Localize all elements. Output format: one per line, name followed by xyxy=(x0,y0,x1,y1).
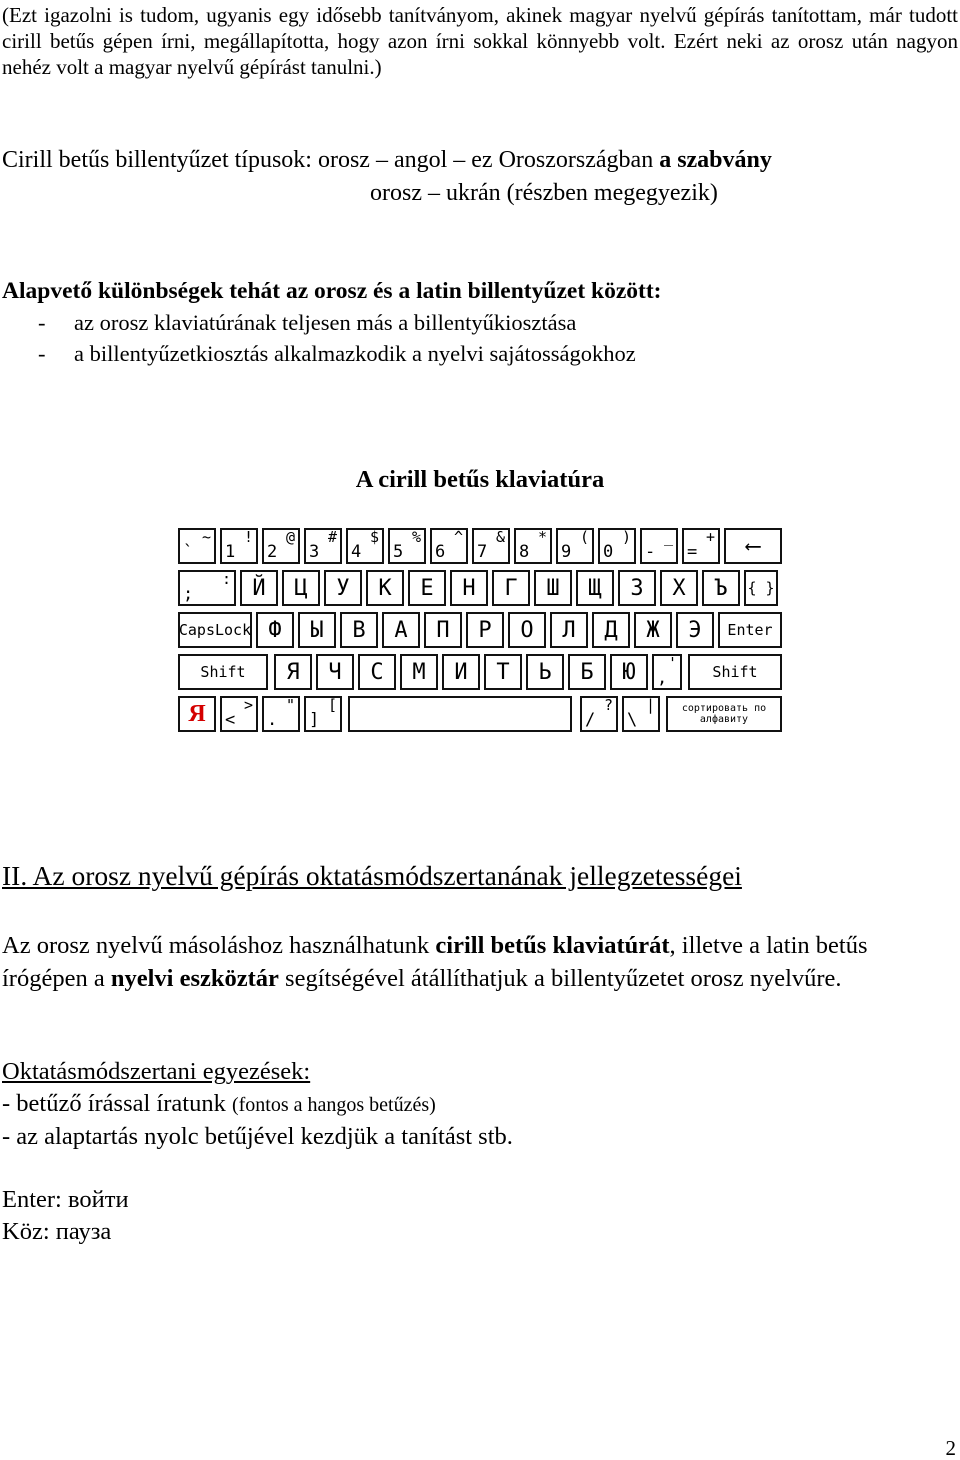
agreement-item: - az alaptartás nyolc betűjével kezdjük a tanítást stb. xyxy=(2,1123,513,1150)
key-lower-char: 7 xyxy=(477,542,488,562)
key-label: Ь xyxy=(538,659,552,685)
key-lower-char: 0 xyxy=(603,542,614,562)
key-label: Л xyxy=(562,617,576,643)
types-text: Cirill betűs billentyűzet típusok: orosz – angol – ez Oroszországban xyxy=(2,147,660,173)
punctuation-key xyxy=(304,696,342,732)
page-number: 2 xyxy=(945,1436,956,1460)
key-label: С xyxy=(370,659,384,685)
left-shift-key xyxy=(178,654,268,690)
letter-key xyxy=(316,654,354,690)
key-label: ⟵ xyxy=(746,533,760,559)
letter-key xyxy=(442,654,480,690)
keyboard-types-line-2: orosz – ukrán (részben megegyezik) xyxy=(370,180,718,206)
letter-key xyxy=(256,612,294,648)
difference-text: az orosz klaviatúrának teljesen más a billentyűkiosztása xyxy=(74,310,577,335)
key-label: Ж xyxy=(646,617,660,643)
key-label: Shift xyxy=(712,663,758,681)
key-label: Щ xyxy=(588,575,602,601)
number-key xyxy=(472,528,510,564)
term-enter: Enter: войти xyxy=(2,1186,129,1213)
number-key xyxy=(346,528,384,564)
punctuation-key xyxy=(262,696,300,732)
key-lower-char: , xyxy=(657,668,668,688)
key-lower-char: \ xyxy=(627,710,638,730)
letter-key xyxy=(576,570,614,606)
key-upper-char: * xyxy=(537,528,547,546)
number-key xyxy=(304,528,342,564)
agreement-text: - betűző írással íratunk xyxy=(2,1090,232,1117)
para-text: , illetve a latin betűs írógépen a xyxy=(2,932,868,992)
key-lower-char: < xyxy=(225,710,236,730)
letter-key xyxy=(298,612,336,648)
letter-key xyxy=(508,612,546,648)
agreements-heading: Oktatásmódszertani egyezések: xyxy=(2,1058,311,1085)
letter-key xyxy=(592,612,630,648)
letter-key xyxy=(610,654,648,690)
section-heading: II. Az orosz nyelvű gépírás oktatásmódszertanának jellegzetességei xyxy=(2,860,742,891)
letter-key xyxy=(324,570,362,606)
key-upper-char: > xyxy=(243,696,253,714)
key-upper-char: ( xyxy=(579,528,589,546)
letter-key xyxy=(274,654,312,690)
number-key xyxy=(220,528,258,564)
key-upper-char: : xyxy=(221,570,231,588)
key-label: Ш xyxy=(546,575,560,601)
key-label: Г xyxy=(504,575,518,601)
key-label: Т xyxy=(496,659,510,685)
letter-key xyxy=(358,654,396,690)
key-label: К xyxy=(378,575,392,601)
punctuation-key xyxy=(622,696,660,732)
key-upper-char: _ xyxy=(663,528,673,546)
backspace-key xyxy=(724,528,782,564)
key-label: Ъ xyxy=(714,575,728,601)
number-key xyxy=(682,528,720,564)
key-label: Н xyxy=(462,575,476,601)
key-label: М xyxy=(412,659,426,685)
semicolon-key xyxy=(178,570,236,606)
number-key xyxy=(430,528,468,564)
key-lower-char: ] xyxy=(309,710,320,730)
difference-item xyxy=(38,310,576,336)
key-label: Ф xyxy=(268,617,282,643)
letter-key xyxy=(240,570,278,606)
number-key xyxy=(640,528,678,564)
key-upper-char: @ xyxy=(285,528,295,546)
bullet-dash: - xyxy=(38,310,46,335)
key-label: Э xyxy=(688,617,702,643)
key-upper-char: ^ xyxy=(453,528,463,546)
letter-key xyxy=(534,570,572,606)
capslock-key xyxy=(178,612,252,648)
key-lower-char: - xyxy=(645,542,656,562)
key-label: сортировать по алфавиту xyxy=(681,703,767,725)
difference-item xyxy=(38,341,636,367)
key-label: { } xyxy=(747,579,775,597)
letter-key xyxy=(408,570,446,606)
right-shift-key xyxy=(688,654,782,690)
differences-heading: Alapvető különbségek tehát az orosz és a latin billentyűzet között: xyxy=(2,278,662,304)
letter-key xyxy=(400,654,438,690)
key-upper-char: # xyxy=(327,528,337,546)
letter-key xyxy=(424,612,462,648)
letter-key xyxy=(450,570,488,606)
key-label: И xyxy=(454,659,468,685)
letter-key xyxy=(526,654,564,690)
letter-key xyxy=(492,570,530,606)
para-text: Az orosz nyelvű másoláshoz használhatunk xyxy=(2,932,436,959)
key-upper-char: ) xyxy=(621,528,631,546)
number-key xyxy=(178,528,216,564)
key-label: Б xyxy=(580,659,594,685)
key-label: Shift xyxy=(200,663,246,681)
key-label: З xyxy=(630,575,644,601)
key-label: Р xyxy=(478,617,492,643)
letter-key xyxy=(634,612,672,648)
key-label: Ц xyxy=(294,575,308,601)
key-label: А xyxy=(394,617,408,643)
letter-key xyxy=(550,612,588,648)
keyboard-types-line xyxy=(2,147,772,173)
intro-paragraph: (Ezt igazolni is tudom, ugyanis egy idősebb tanítványom, akinek magyar nyelvű gépírás tanítottam, már tudott cirill betűs gépen írni, megállapította, hogy azon írni sokkal könnyebb volt. Ezért neki az orosz után nagyon nehéz volt a magyar nyelvű gépírást tanulni.) xyxy=(2,3,958,79)
letter-key xyxy=(340,612,378,648)
sort-alphabet-key xyxy=(666,696,782,732)
key-lower-char: 6 xyxy=(435,542,446,562)
term-space: Köz: пауза xyxy=(2,1218,112,1245)
key-upper-char: & xyxy=(495,528,505,546)
key-lower-char: / xyxy=(585,710,596,730)
key-upper-char: ' xyxy=(667,654,677,672)
letter-key xyxy=(484,654,522,690)
key-upper-char: [ xyxy=(327,696,337,714)
key-upper-char: ~ xyxy=(201,528,211,546)
letter-key xyxy=(282,570,320,606)
letter-key xyxy=(676,612,714,648)
number-key xyxy=(262,528,300,564)
brace-key xyxy=(744,570,778,606)
key-lower-char: 5 xyxy=(393,542,404,562)
punctuation-key xyxy=(580,696,618,732)
number-key xyxy=(388,528,426,564)
types-bold: a szabvány xyxy=(659,147,772,173)
key-upper-char: | xyxy=(645,696,655,714)
letter-key xyxy=(618,570,656,606)
bullet-dash: - xyxy=(38,341,46,366)
key-lower-char: 1 xyxy=(225,542,236,562)
cyrillic-keyboard-image xyxy=(178,528,782,734)
method-paragraph xyxy=(2,930,952,995)
key-label: Е xyxy=(420,575,434,601)
key-label: О xyxy=(520,617,534,643)
key-lower-char: 8 xyxy=(519,542,530,562)
key-upper-char: " xyxy=(285,696,295,714)
key-label: Ы xyxy=(310,617,324,643)
letter-key xyxy=(568,654,606,690)
language-key xyxy=(178,696,216,732)
letter-key xyxy=(660,570,698,606)
para-bold: nyelvi eszköztár xyxy=(110,964,279,992)
difference-text: a billentyűzetkiosztás alkalmazkodik a nyelvi sajátosságokhoz xyxy=(74,341,636,366)
number-key xyxy=(514,528,552,564)
key-label: У xyxy=(336,575,350,601)
key-upper-char: + xyxy=(705,528,715,546)
enter-key xyxy=(718,612,782,648)
letter-key xyxy=(466,612,504,648)
number-key xyxy=(598,528,636,564)
key-lower-char: . xyxy=(267,710,278,730)
letter-key xyxy=(382,612,420,648)
key-upper-char: $ xyxy=(369,528,379,546)
agreement-item xyxy=(2,1091,436,1118)
letter-key xyxy=(366,570,404,606)
space-key xyxy=(348,696,572,732)
punctuation-key xyxy=(220,696,258,732)
key-label: П xyxy=(436,617,450,643)
agreement-note: (fontos a hangos betűzés) xyxy=(231,1094,436,1116)
key-label: Я xyxy=(188,700,206,727)
key-upper-char: ? xyxy=(603,696,613,714)
key-upper-char: ! xyxy=(243,528,253,546)
key-label: Ч xyxy=(328,659,342,685)
key-label: Я xyxy=(286,659,300,685)
key-label: Д xyxy=(604,617,618,643)
comma-key xyxy=(652,654,682,690)
key-lower-char: 9 xyxy=(561,542,572,562)
key-label: Х xyxy=(672,575,686,601)
key-lower-char: 2 xyxy=(267,542,278,562)
para-text: segítségével átállíthatjuk a billentyűzetet orosz nyelvűre. xyxy=(278,964,842,992)
key-label: CapsLock xyxy=(178,621,252,639)
key-label: В xyxy=(352,617,366,643)
key-lower-char: 3 xyxy=(309,542,320,562)
key-label: Й xyxy=(252,575,266,601)
key-label: Ю xyxy=(622,659,636,685)
key-lower-char: ; xyxy=(183,584,194,604)
key-lower-char: ` xyxy=(183,542,194,562)
para-bold: cirill betűs klaviatúrát xyxy=(435,932,670,959)
key-lower-char: 4 xyxy=(351,542,362,562)
number-key xyxy=(556,528,594,564)
key-label: Enter xyxy=(727,621,773,639)
keyboard-title: A cirill betűs klaviatúra xyxy=(355,466,605,493)
key-upper-char: % xyxy=(411,528,421,546)
key-lower-char: = xyxy=(687,542,698,562)
letter-key xyxy=(702,570,740,606)
